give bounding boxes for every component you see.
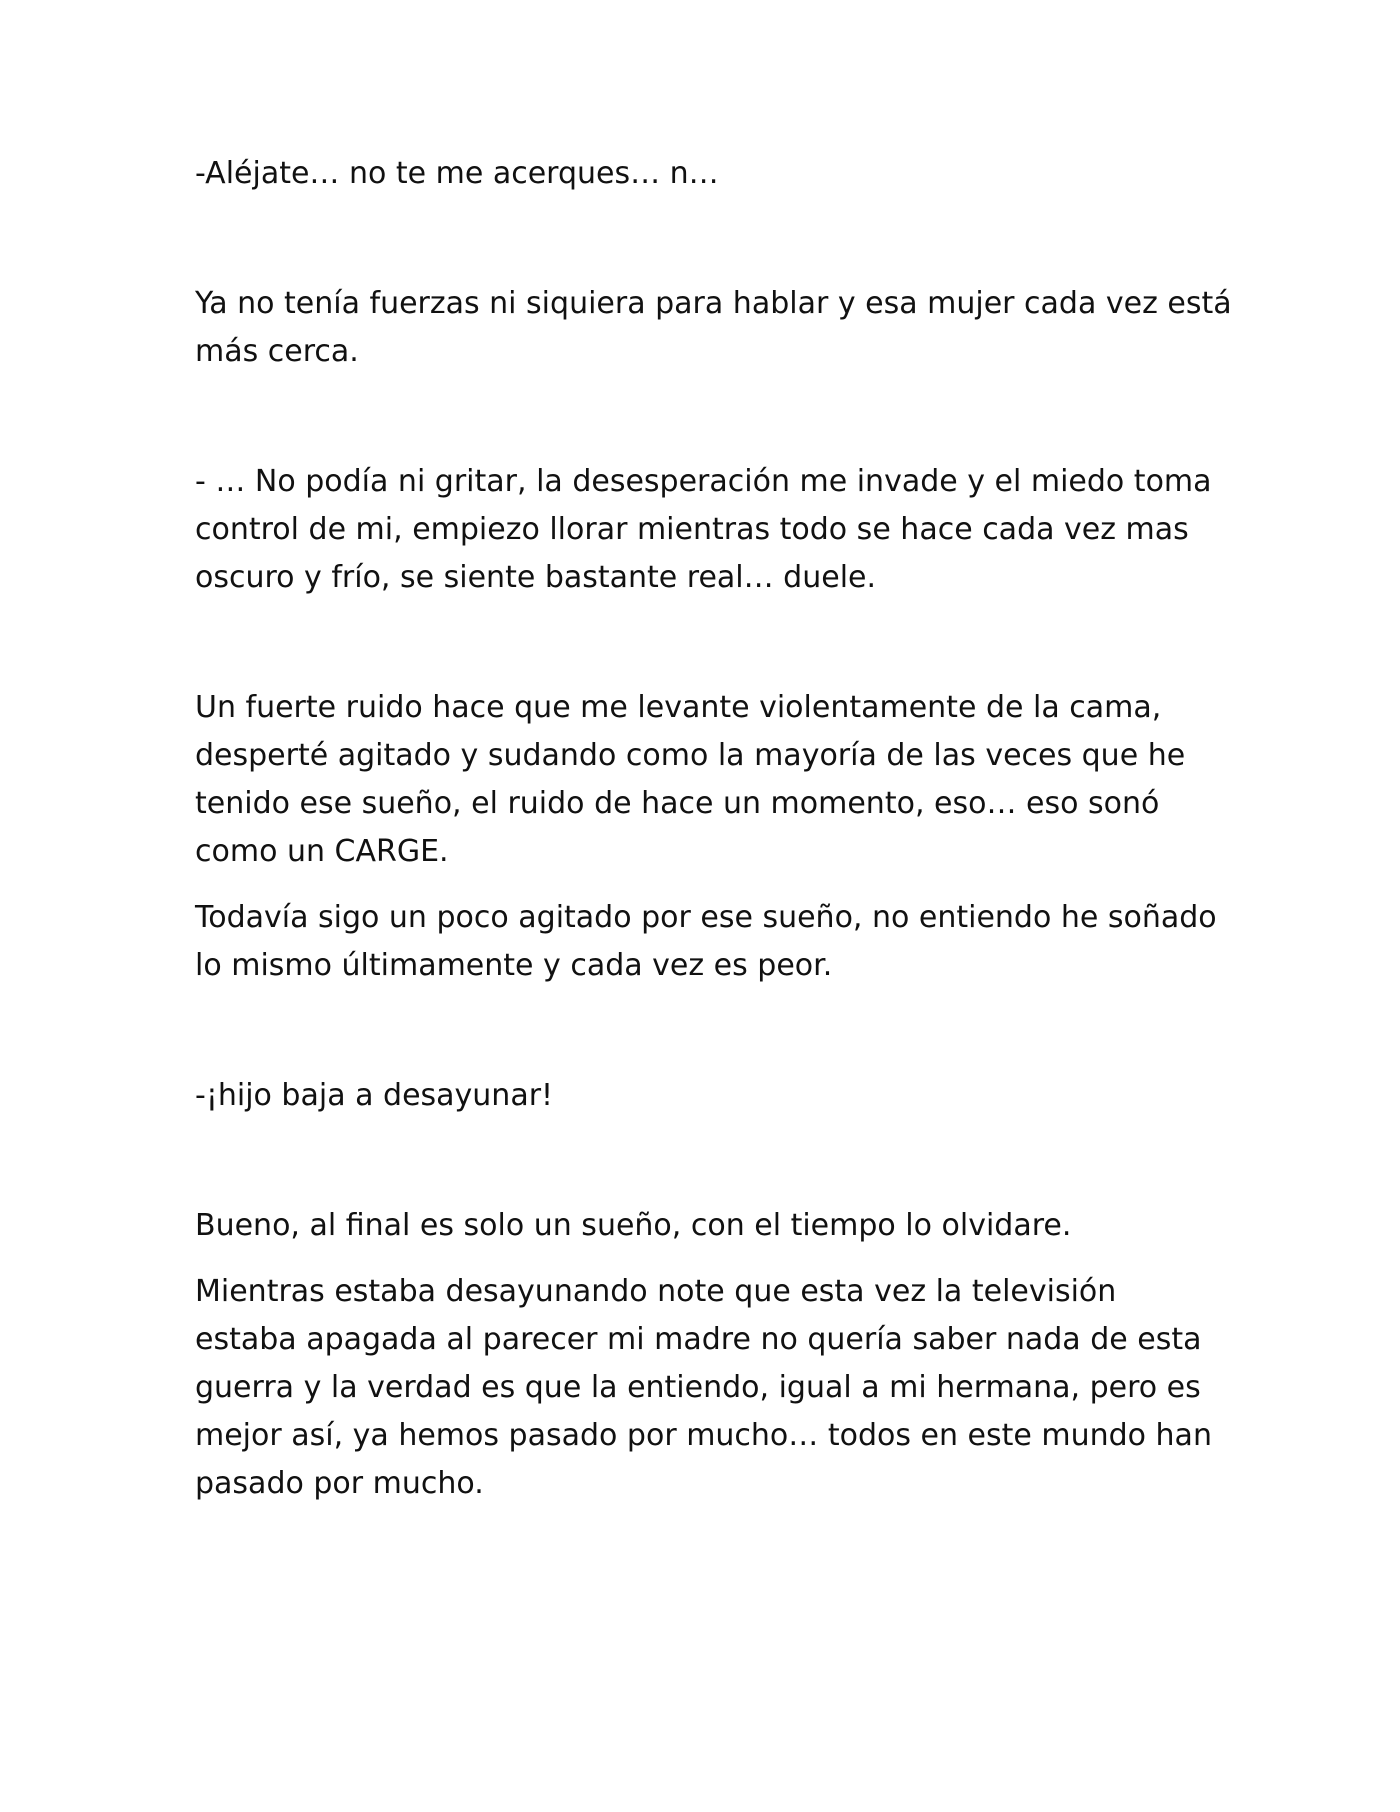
- text-line: - … No podía ni gritar, la desesperación me invade y el miedo toma: [195, 464, 1212, 499]
- paragraph-3: [195, 458, 1235, 602]
- text-line: desperté agitado y sudando como la mayoría de las veces que he: [195, 738, 1186, 773]
- paragraph-8: [195, 1268, 1235, 1508]
- paragraph-7: [195, 1202, 1235, 1250]
- text-line: Todavía sigo un poco agitado por ese sueño, no entiendo he soñado: [195, 900, 1217, 935]
- text-line: más cerca.: [195, 334, 359, 369]
- text-line: lo mismo últimamente y cada vez es peor.: [195, 948, 833, 983]
- text-line: Mientras estaba desayunando note que esta vez la televisión: [195, 1274, 1117, 1309]
- paragraph-6: [195, 1072, 1235, 1120]
- text-line: estaba apagada al parecer mi madre no quería saber nada de esta: [195, 1322, 1202, 1357]
- paragraph-2: [195, 280, 1235, 376]
- text-line: -¡hijo baja a desayunar!: [195, 1078, 554, 1113]
- text-line: como un CARGE.: [195, 834, 449, 869]
- text-line: Bueno, al final es solo un sueño, con el tiempo lo olvidare.: [195, 1208, 1072, 1243]
- text-line: Un fuerte ruido hace que me levante violentamente de la cama,: [195, 690, 1162, 725]
- document-body: [195, 150, 1235, 1508]
- paragraph-5: [195, 894, 1235, 990]
- text-line: mejor así, ya hemos pasado por mucho… todos en este mundo han: [195, 1418, 1212, 1453]
- text-line: control de mi, empiezo llorar mientras todo se hace cada vez mas: [195, 512, 1189, 547]
- text-line: Ya no tenía fuerzas ni siquiera para hablar y esa mujer cada vez está: [195, 286, 1232, 321]
- text-line: pasado por mucho.: [195, 1466, 484, 1501]
- paragraph-4: [195, 684, 1235, 876]
- text-line: guerra y la verdad es que la entiendo, igual a mi hermana, pero es: [195, 1370, 1201, 1405]
- text-line: tenido ese sueño, el ruido de hace un momento, eso… eso sonó: [195, 786, 1160, 821]
- text-line: -Aléjate… no te me acerques… n…: [195, 156, 719, 191]
- text-line: oscuro y frío, se siente bastante real… duele.: [195, 560, 877, 595]
- paragraph-1: [195, 150, 1235, 198]
